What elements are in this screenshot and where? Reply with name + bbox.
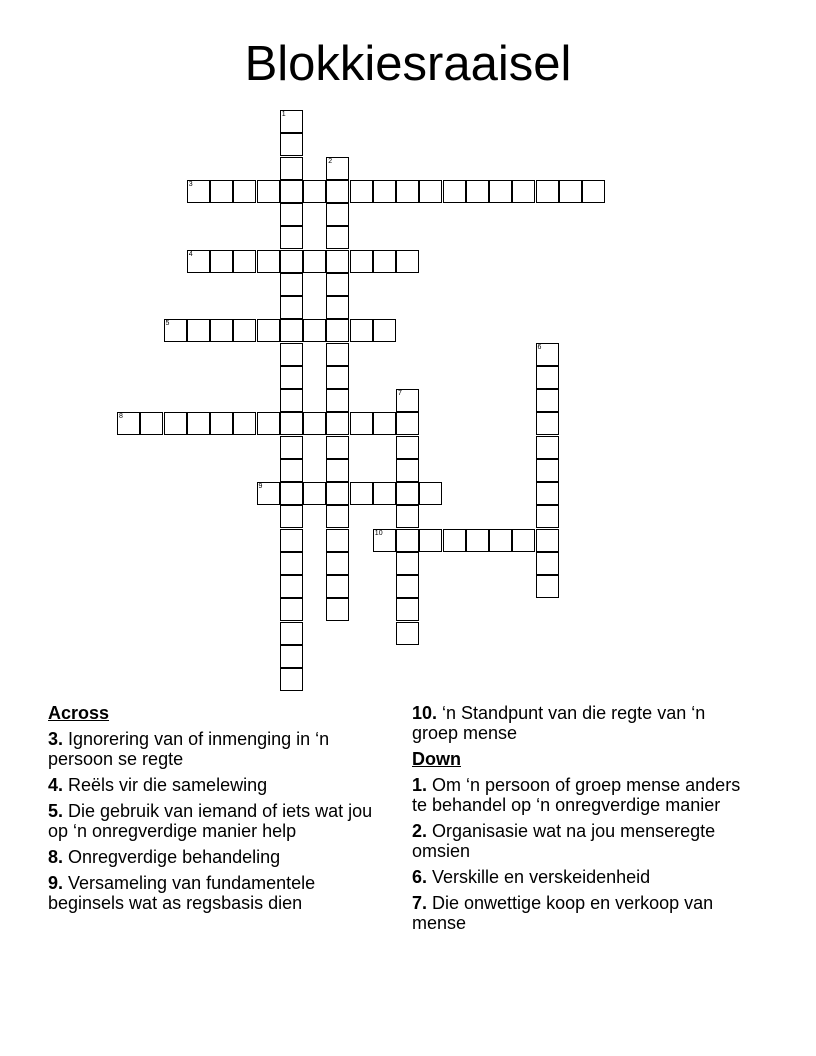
grid-cell[interactable] <box>536 529 559 552</box>
cell-number: 1 <box>281 111 286 118</box>
grid-cell[interactable] <box>280 459 303 482</box>
grid-cell[interactable] <box>536 482 559 505</box>
grid-cell[interactable] <box>512 529 535 552</box>
grid-cell[interactable] <box>396 250 419 273</box>
grid-cell[interactable] <box>326 529 349 552</box>
grid-cell[interactable] <box>233 180 256 203</box>
grid-cell[interactable] <box>466 529 489 552</box>
grid-cell[interactable] <box>280 203 303 226</box>
grid-cell[interactable] <box>326 226 349 249</box>
grid-cell[interactable] <box>396 459 419 482</box>
down-heading: Down <box>412 749 461 769</box>
grid-cell[interactable] <box>280 482 303 505</box>
grid-cell[interactable] <box>396 505 419 528</box>
grid-cell[interactable] <box>419 482 442 505</box>
grid-cell[interactable] <box>233 412 256 435</box>
clues-left-column <box>48 703 388 919</box>
grid-cell[interactable] <box>536 389 559 412</box>
grid-cell[interactable] <box>489 529 512 552</box>
grid-cell[interactable] <box>326 552 349 575</box>
grid-cell[interactable] <box>536 459 559 482</box>
grid-cell[interactable] <box>536 552 559 575</box>
grid-cell[interactable] <box>187 319 210 342</box>
grid-cell[interactable] <box>233 319 256 342</box>
grid-cell[interactable] <box>280 319 303 342</box>
grid-cell[interactable] <box>326 343 349 366</box>
grid-cell[interactable] <box>326 459 349 482</box>
grid-cell[interactable] <box>443 180 466 203</box>
grid-cell[interactable] <box>373 250 396 273</box>
clue-across-3: 3. Ignorering van of inmenging in ‘n persoon se regte <box>48 729 330 769</box>
grid-cell[interactable] <box>326 389 349 412</box>
clue-across-8: 8. Onregverdige behandeling <box>48 847 281 867</box>
cell-number: 6 <box>537 343 542 351</box>
grid-cell[interactable] <box>326 412 349 435</box>
grid-cell[interactable] <box>257 412 280 435</box>
clue-down-6: 6. Verskille en verskeidenheid <box>412 867 651 887</box>
grid-cell[interactable] <box>280 645 303 668</box>
grid-cell[interactable] <box>280 273 303 296</box>
grid-cell[interactable] <box>396 482 419 505</box>
clues-right-column <box>412 703 752 939</box>
across-heading: Across <box>48 703 110 723</box>
clue-down-7: 7. Die onwettige koop en verkoop van mense <box>412 893 714 933</box>
grid-cell[interactable] <box>350 319 373 342</box>
grid-cell[interactable] <box>582 180 605 203</box>
grid-cell[interactable] <box>326 319 349 342</box>
grid-cell[interactable] <box>350 180 373 203</box>
cell-number: 3 <box>188 180 193 188</box>
grid-cell[interactable] <box>303 319 326 342</box>
grid-cell[interactable] <box>373 412 396 435</box>
grid-cell[interactable] <box>187 412 210 435</box>
grid-cell[interactable] <box>280 157 303 180</box>
grid-cell[interactable] <box>280 296 303 319</box>
clue-down-1: 1. Om ‘n persoon of groep mense anders te behandel op ‘n onregverdige manier <box>412 775 741 815</box>
grid-cell[interactable] <box>396 575 419 598</box>
grid-cell[interactable] <box>280 226 303 249</box>
grid-cell[interactable] <box>303 250 326 273</box>
grid-cell[interactable] <box>396 622 419 645</box>
grid-cell[interactable] <box>396 180 419 203</box>
grid-cell[interactable] <box>280 110 303 133</box>
grid-cell[interactable] <box>536 436 559 459</box>
grid-cell[interactable] <box>419 529 442 552</box>
grid-cell[interactable] <box>396 412 419 435</box>
grid-cell[interactable] <box>257 482 280 505</box>
grid-cell[interactable] <box>140 412 163 435</box>
grid-cell[interactable] <box>443 529 466 552</box>
grid-cell[interactable] <box>350 482 373 505</box>
grid-cell[interactable] <box>396 389 419 412</box>
grid-cell[interactable] <box>257 319 280 342</box>
grid-cell[interactable] <box>489 180 512 203</box>
grid-cell[interactable] <box>326 575 349 598</box>
grid-cell[interactable] <box>210 319 233 342</box>
grid-cell[interactable] <box>536 412 559 435</box>
grid-cell[interactable] <box>280 250 303 273</box>
grid-cell[interactable] <box>326 250 349 273</box>
grid-cell[interactable] <box>280 529 303 552</box>
grid-cell[interactable] <box>419 180 442 203</box>
grid-cell[interactable] <box>280 343 303 366</box>
grid-cell[interactable] <box>326 436 349 459</box>
grid-cell[interactable] <box>117 412 140 435</box>
cell-number: 2 <box>328 157 333 165</box>
grid-cell[interactable] <box>373 180 396 203</box>
grid-cell[interactable] <box>326 296 349 319</box>
grid-cell[interactable] <box>303 412 326 435</box>
grid-cell[interactable] <box>280 366 303 389</box>
grid-cell[interactable] <box>559 180 582 203</box>
grid-cell[interactable] <box>280 552 303 575</box>
grid-cell[interactable] <box>280 412 303 435</box>
grid-cell[interactable] <box>280 389 303 412</box>
grid-cell[interactable] <box>233 250 256 273</box>
grid-cell[interactable] <box>536 343 559 366</box>
grid-cell[interactable] <box>536 366 559 389</box>
grid-cell[interactable] <box>280 575 303 598</box>
grid-cell[interactable] <box>164 319 187 342</box>
grid-cell[interactable] <box>257 180 280 203</box>
grid-cell[interactable] <box>257 250 280 273</box>
grid-cell[interactable] <box>303 482 326 505</box>
grid-cell[interactable] <box>210 412 233 435</box>
grid-cell[interactable] <box>536 180 559 203</box>
cell-number: 5 <box>165 320 170 328</box>
grid-cell[interactable] <box>373 529 396 552</box>
cell-number: 8 <box>119 413 123 421</box>
grid-cell[interactable] <box>326 505 349 528</box>
grid-cell[interactable] <box>396 598 419 621</box>
grid-cell[interactable] <box>350 412 373 435</box>
grid-cell[interactable] <box>396 552 419 575</box>
grid-cell[interactable] <box>280 598 303 621</box>
clue-across-5: 5. Die gebruik van iemand of iets wat jou op ‘n onregverdige manier help <box>48 801 373 841</box>
grid-cell[interactable] <box>280 133 303 156</box>
grid-cell[interactable] <box>280 505 303 528</box>
clue-across-9: 9. Versameling van fundamentele beginsels wat as regsbasis dien <box>48 873 316 913</box>
clue-across-4: 4. Reëls vir die samelewing <box>48 775 268 795</box>
grid-cell[interactable] <box>350 250 373 273</box>
grid-cell[interactable] <box>164 412 187 435</box>
puzzle-title: Blokkiesraaisel <box>244 37 572 91</box>
cell-number: 7 <box>398 390 402 397</box>
grid-cell[interactable] <box>326 203 349 226</box>
grid-cell[interactable] <box>210 250 233 273</box>
cell-number: 9 <box>258 483 263 490</box>
grid-cell[interactable] <box>466 180 489 203</box>
grid-cell[interactable] <box>210 180 233 203</box>
grid-cell[interactable] <box>536 505 559 528</box>
grid-cell[interactable] <box>280 436 303 459</box>
grid-cell[interactable] <box>326 482 349 505</box>
grid-cell[interactable] <box>396 529 419 552</box>
grid-cell[interactable] <box>536 575 559 598</box>
clue-down-2: 2. Organisasie wat na jou menseregte omsien <box>412 821 716 861</box>
grid-cell[interactable] <box>373 319 396 342</box>
grid-cell[interactable] <box>396 436 419 459</box>
grid-cell[interactable] <box>303 180 326 203</box>
cell-number: 10 <box>374 529 383 537</box>
cell-number: 4 <box>188 250 193 258</box>
grid-cell[interactable] <box>326 366 349 389</box>
grid-cell[interactable] <box>326 273 349 296</box>
clue-across-10: 10. ‘n Standpunt van die regte van ‘n groep mense <box>412 703 706 743</box>
grid-cell[interactable] <box>280 180 303 203</box>
grid-cell[interactable] <box>512 180 535 203</box>
grid-cell[interactable] <box>373 482 396 505</box>
grid-cell[interactable] <box>326 180 349 203</box>
grid-cell[interactable] <box>326 157 349 180</box>
grid-cell[interactable] <box>280 668 303 691</box>
grid-cell[interactable] <box>187 180 210 203</box>
grid-cell[interactable] <box>280 622 303 645</box>
grid-cell[interactable] <box>326 598 349 621</box>
grid-cell[interactable] <box>187 250 210 273</box>
